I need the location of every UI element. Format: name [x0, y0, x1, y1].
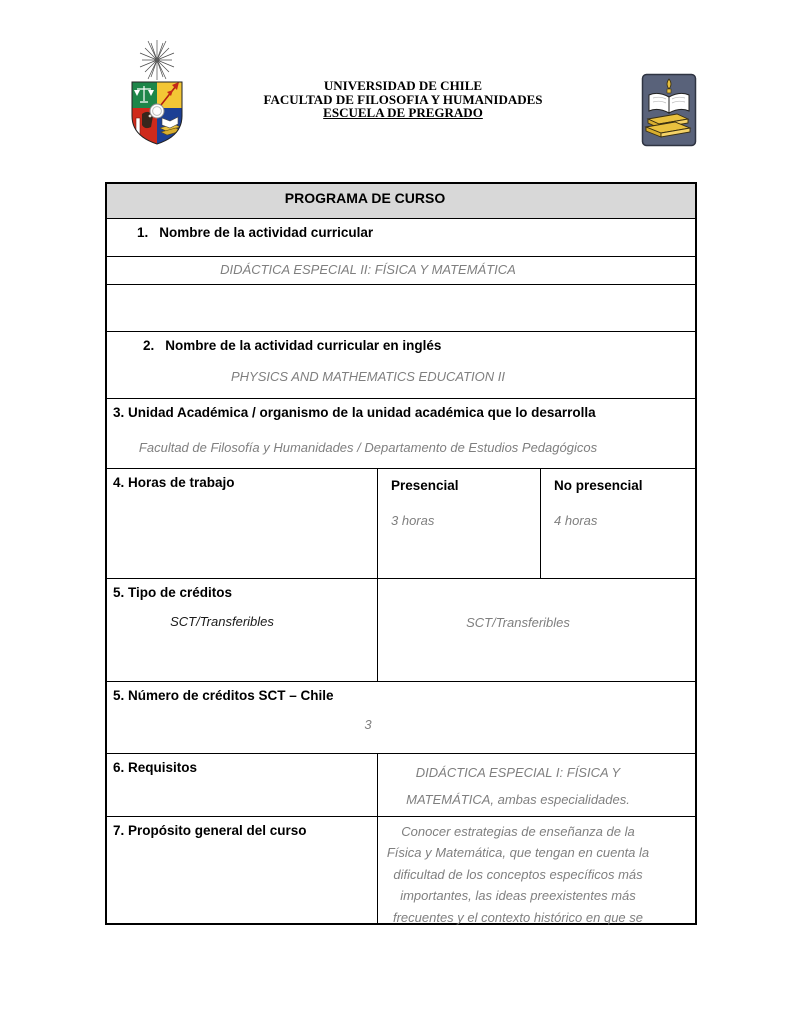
- s7-label: 7. Propósito general del curso: [113, 823, 307, 838]
- row-s4-work-hours: [107, 469, 695, 579]
- row-s7-proposito: [107, 817, 695, 923]
- s4-label: 4. Horas de trabajo: [113, 475, 235, 490]
- institution-name: UNIVERSIDAD DE CHILE: [323, 78, 483, 93]
- row-s1-label: [107, 219, 695, 257]
- s6-value: DIDÁCTICA ESPECIAL I: FÍSICA Y MATEMÁTICA, ambas especialidades.: [377, 754, 695, 816]
- s1-value: DIDÁCTICA ESPECIAL II: FÍSICA Y MATEMÁTICA: [220, 262, 516, 277]
- s5b-label: 5. Número de créditos SCT – Chile: [113, 688, 334, 703]
- s3-value: Facultad de Filosofía y Humanidades / Departamento de Estudios Pedagógicos: [138, 440, 598, 455]
- book-and-flame-emblem-icon: [641, 73, 697, 147]
- s5b-cell: [107, 682, 695, 753]
- row-s2: [107, 332, 695, 399]
- s2-label: 2. Nombre de la actividad curricular en inglés: [143, 338, 442, 353]
- s1-label: 1. Nombre de la actividad curricular: [137, 225, 374, 240]
- row-empty: [107, 285, 695, 332]
- s2-number: 2.: [143, 338, 155, 353]
- row-s5-credit-type: [107, 579, 695, 682]
- course-program-table: [105, 182, 697, 925]
- row-s3: [107, 399, 695, 469]
- s4-presencial-cell: [377, 469, 540, 578]
- row-s5b-credit-number: [107, 682, 695, 754]
- s6-label: 6. Requisitos: [113, 760, 198, 775]
- row-s6-requisitos: [107, 754, 695, 817]
- s5-right-cell: [377, 579, 695, 681]
- s5-label: 5. Tipo de créditos: [113, 585, 233, 600]
- s2-value: PHYSICS AND MATHEMATICS EDUCATION II: [231, 369, 505, 384]
- s2-cell: [107, 332, 695, 398]
- s1-number: 1.: [137, 225, 149, 240]
- s3-label: 3. Unidad Académica / organismo de la unidad académica que lo desarrolla: [113, 405, 596, 420]
- s5-left-cell: [107, 579, 377, 681]
- s3-cell: [107, 399, 695, 468]
- s4-col2-header: Presencial: [391, 478, 459, 493]
- faculty-name: FACULTAD DE FILOSOFIA Y HUMANIDADES: [263, 91, 543, 107]
- program-title: PROGRAMA DE CURSO: [284, 190, 446, 206]
- s4-col3-header: No presencial: [554, 478, 643, 493]
- s4-no-presencial-cell: [540, 469, 695, 578]
- s5-right-value: SCT/Transferibles: [466, 615, 570, 630]
- s4-col3-value: 4 horas: [554, 513, 598, 528]
- s4-col2-value: 3 horas: [391, 513, 435, 528]
- s7-value: Conocer estrategias de enseñanza de la Física y Matemática, que tengan en cuenta la dificultad de los conceptos específicos más importantes, las ideas preexistentes más frecuentes y el contexto histórico en que se: [377, 817, 695, 923]
- s5b-value: 3: [364, 717, 372, 732]
- s5-left-value: SCT/Transferibles: [170, 614, 274, 629]
- school-name: ESCUELA DE PREGRADO: [323, 105, 483, 120]
- row-s1-value: [107, 257, 695, 285]
- row-program-title: [107, 184, 695, 219]
